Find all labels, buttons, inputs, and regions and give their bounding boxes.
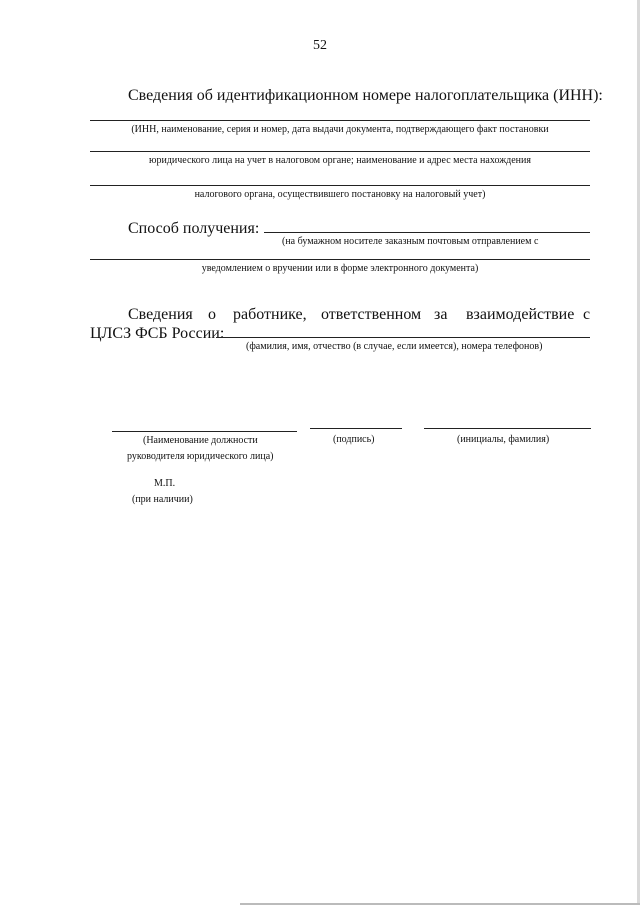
name-caption: (инициалы, фамилия) [457,434,550,445]
inn-caption-1: (ИНН, наименование, серия и номер, дата выдачи документа, подтверждающего факт постановки [131,124,549,135]
position-line [112,431,297,432]
name-line [424,428,591,429]
position-caption-1: (Наименование должности [143,435,258,446]
inn-caption-3: налогового органа, осуществившего постановку на налоговый учет) [194,189,486,200]
method-label: Способ получения: [128,220,260,237]
employee-word-5: за [434,306,448,323]
method-line-2 [90,259,590,260]
inn-line-3 [90,185,590,186]
inn-caption-2: юридического лица на учет в налоговом органе; наименование и адрес места нахождения [149,155,531,166]
inn-title: Сведения об идентификационном номере налогоплательщика (ИНН): [128,87,603,104]
method-caption-2: уведомлением о вручении или в форме электронного документа) [201,263,479,274]
employee-line-2: ЦЛСЗ ФСБ России: [90,325,225,342]
method-caption-1: (на бумажном носителе заказным почтовым отправлением с [282,236,539,247]
method-line-1 [264,232,590,233]
inn-line-1 [90,120,590,121]
employee-word-7: с [583,306,591,323]
stamp-mp: М.П. [154,478,176,489]
employee-word-6: взаимодействие [466,306,575,323]
employee-word-1: Сведения [128,306,193,323]
employee-word-3: работнике, [233,306,307,323]
inn-line-2 [90,151,590,152]
sign-line [310,428,402,429]
employee-line [216,337,590,338]
page-number: 52 [313,38,327,53]
sign-caption: (подпись) [333,434,375,445]
stamp-note: (при наличии) [132,494,193,505]
employee-caption: (фамилия, имя, отчество (в случае, если имеется), номера телефонов) [246,341,543,352]
position-caption-2: руководителя юридического лица) [127,451,274,462]
employee-word-2: о [208,306,216,323]
employee-word-4: ответственном [321,306,422,323]
